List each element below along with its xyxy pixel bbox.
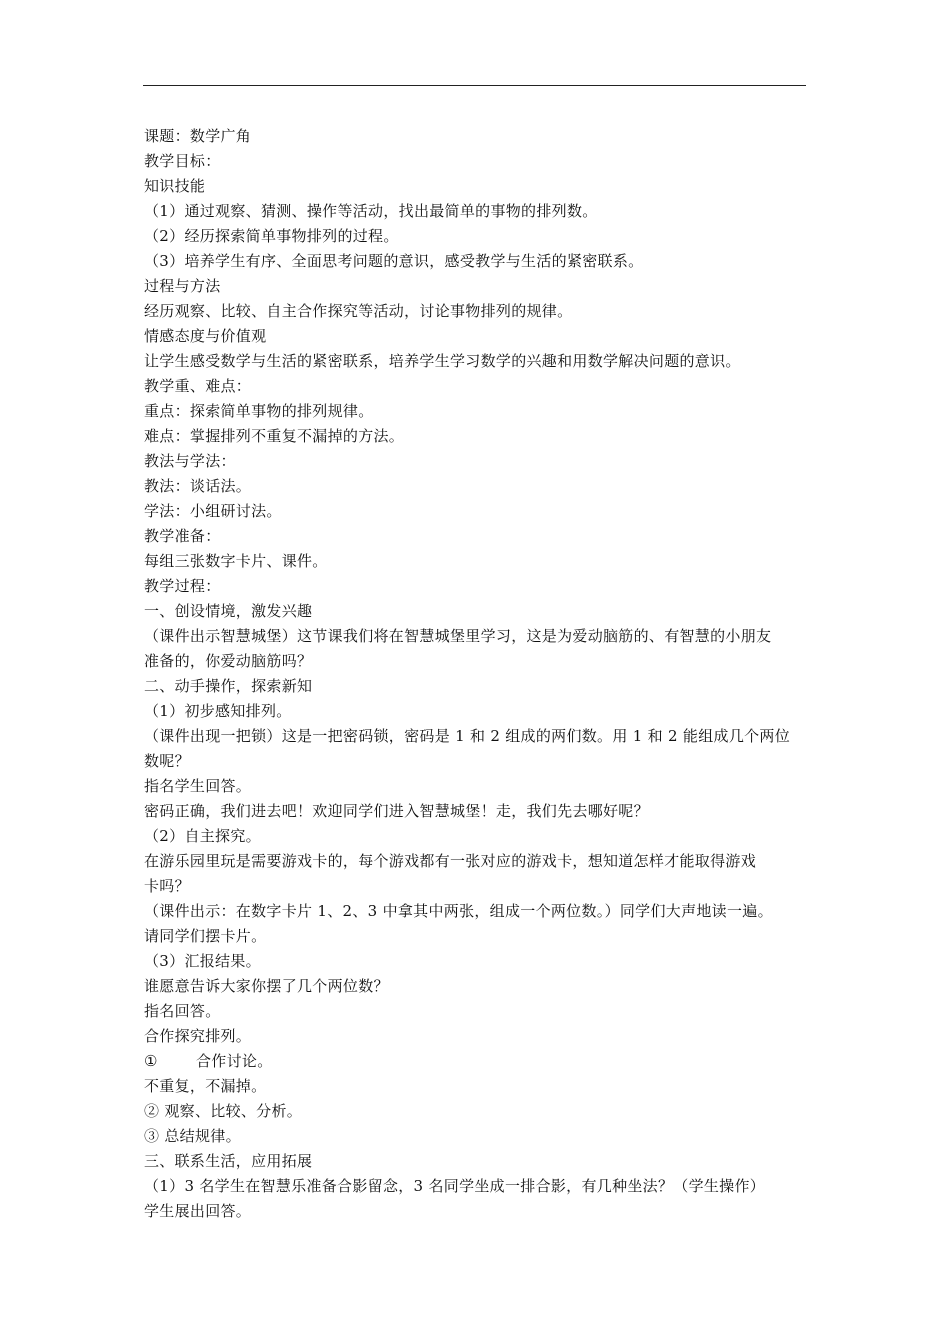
doc-line: 学法：小组研讨法。 xyxy=(144,502,282,520)
doc-line: 重点：探索简单事物的排列规律。 xyxy=(144,402,374,420)
doc-line: 在游乐园里玩是需要游戏卡的，每个游戏都有一张对应的游戏卡，想知道怎样才能取得游戏 xyxy=(144,852,757,870)
doc-line: 经历观察、比较、自主合作探究等活动，讨论事物排列的规律。 xyxy=(144,302,573,320)
doc-line: 知识技能 xyxy=(144,177,206,195)
list-item xyxy=(144,1049,808,1074)
doc-line: 教法与学法： xyxy=(144,452,236,470)
document-body xyxy=(144,124,808,1224)
list-item-text: 合作讨论。 xyxy=(196,1052,273,1070)
doc-line: 密码正确，我们进去吧！欢迎同学们进入智慧城堡！走，我们先去哪好呢？ xyxy=(144,802,649,820)
doc-line: （课件出示智慧城堡）这节课我们将在智慧城堡里学习，这是为爱动脑筋的、有智慧的小朋友 xyxy=(144,627,772,645)
doc-line: 指名学生回答。 xyxy=(144,777,252,795)
doc-line: 卡吗？ xyxy=(144,877,190,895)
doc-line: 准备的，你爱动脑筋吗？ xyxy=(144,652,313,670)
doc-line: 不重复，不漏掉。 xyxy=(144,1077,267,1095)
doc-line: 让学生感受数学与生活的紧密联系，培养学生学习数学的兴趣和用数学解决问题的意识。 xyxy=(144,352,741,370)
header-rule xyxy=(143,85,806,86)
doc-line: （课件出现一把锁）这是一把密码锁，密码是 1 和 2 组成的两们数。用 1 和 2 能组成几个两位 xyxy=(144,727,791,745)
doc-line: （3）汇报结果。 xyxy=(144,952,261,970)
doc-line: 情感态度与价值观 xyxy=(144,327,267,345)
doc-line: 教学准备： xyxy=(144,527,221,545)
doc-line: ② 观察、比较、分析。 xyxy=(144,1102,303,1120)
doc-line: 教学重、难点： xyxy=(144,377,252,395)
doc-line: 课题：数学广角 xyxy=(144,127,252,145)
doc-line: 每组三张数字卡片、课件。 xyxy=(144,552,328,570)
doc-line: ③ 总结规律。 xyxy=(144,1127,241,1145)
doc-line: 学生展出回答。 xyxy=(144,1202,252,1220)
doc-line: 一、创设情境，激发兴趣 xyxy=(144,602,313,620)
doc-line: 二、动手操作，探索新知 xyxy=(144,677,313,695)
doc-line: 教学目标： xyxy=(144,152,221,170)
doc-line: （3）培养学生有序、全面思考问题的意识，感受教学与生活的紧密联系。 xyxy=(144,252,644,270)
doc-line: 指名回答。 xyxy=(144,1002,221,1020)
doc-line: （2）自主探究。 xyxy=(144,827,261,845)
doc-line: 谁愿意告诉大家你摆了几个两位数？ xyxy=(144,977,389,995)
doc-line: 合作探究排列。 xyxy=(144,1027,252,1045)
doc-line: 教学过程： xyxy=(144,577,221,595)
doc-line: 请同学们摆卡片。 xyxy=(144,927,267,945)
doc-line: 难点：掌握排列不重复不漏掉的方法。 xyxy=(144,427,405,445)
doc-line: 数呢？ xyxy=(144,752,190,770)
doc-line: 教法：谈话法。 xyxy=(144,477,252,495)
doc-line: （1）通过观察、猜测、操作等活动，找出最简单的事物的排列数。 xyxy=(144,202,598,220)
list-marker: ① xyxy=(144,1052,158,1070)
doc-line: （课件出示：在数字卡片 1、2、3 中拿其中两张，组成一个两位数。）同学们大声地读一遍。 xyxy=(144,902,773,920)
doc-line: 过程与方法 xyxy=(144,277,221,295)
doc-line: （1）初步感知排列。 xyxy=(144,702,292,720)
doc-line: （1）3 名学生在智慧乐准备合影留念，3 名同学坐成一排合影，有几种坐法？（学生操作） xyxy=(144,1177,766,1195)
doc-line: 三、联系生活，应用拓展 xyxy=(144,1152,313,1170)
doc-line: （2）经历探索简单事物排列的过程。 xyxy=(144,227,399,245)
